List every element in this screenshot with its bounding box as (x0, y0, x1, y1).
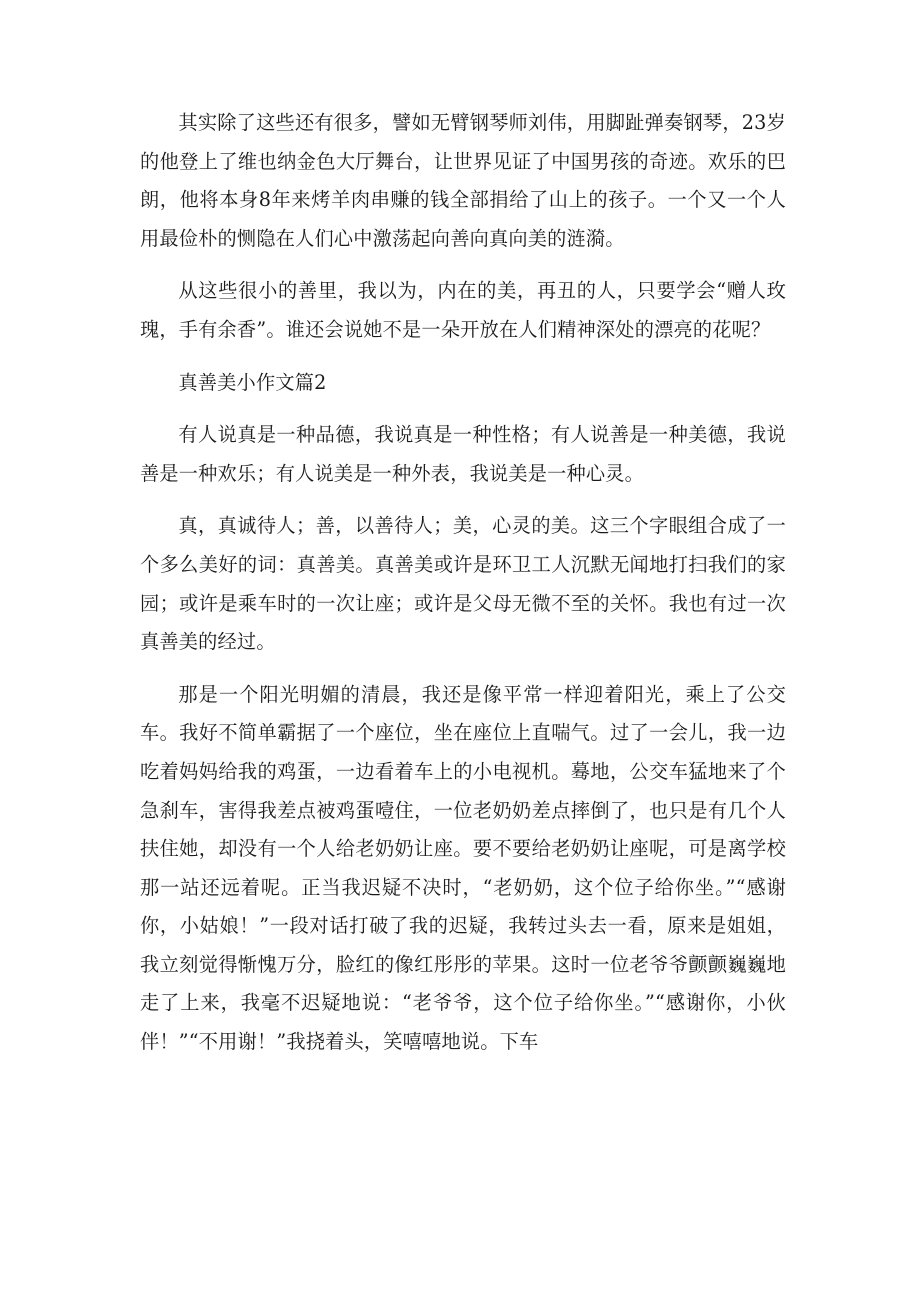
document-body (140, 104, 786, 1062)
paragraph-gap (140, 662, 786, 676)
paragraph-1: 其实除了这些还有很多，譬如无臂钢琴师刘伟，用脚趾弹奏钢琴，23岁的他登上了维也纳金色大厅舞台，让世界见证了中国男孩的奇迹。欢乐的巴朗，他将本身8年来烤羊肉串赚的钱全部捐给了山上的孩子。一个又一个人用最俭朴的恻隐在人们心中激荡起向善向真向美的涟漪。 (140, 111, 786, 250)
paragraph-4: 真，真诚待人；善，以善待人；美，心灵的美。这三个字眼组合成了一个多么美好的词：真善美。真善美或许是环卫工人沉默无闻地打扫我们的家园；或许是乘车时的一次让座；或许是父母无微不至的关怀。我也有过一次真善美的经过。 (140, 514, 786, 654)
paragraph-3: 有人说真是一种品德，我说真是一种性格；有人说善是一种美德，我说善是一种欢乐；有人说美是一种外表，我说美是一种心灵。 (140, 423, 786, 485)
paragraph-5: 那是一个阳光明媚的清晨，我还是像平常一样迎着阳光，乘上了公交车。我好不简单霸据了一个座位，坐在座位上直喘气。过了一会儿，我一边吃着妈妈给我的鸡蛋，一边看着车上的小电视机。蓦地，公交车猛地来了个急刹车，害得我差点被鸡蛋噎住，一位老奶奶差点摔倒了，也只是有几个人扶住她，却没有一个人给老奶奶让座。要不要给老奶奶让座呢，可是离学校那一站还远着呢。正当我迟疑不决时，“老奶奶，这个位子给你坐。”“感谢你，小姑娘！”一段对话打破了我的迟疑，我转过头去一看，原来是姐姐，我立刻觉得惭愧万分，脸红的像红彤彤的苹果。这时一位老爷爷颤颤巍巍地走了上来，我毫不迟疑地说：“老爷爷，这个位子给你坐。”“感谢你，小伙伴！”“不用谢！”我挠着头，笑嘻嘻地说。下车 (140, 682, 786, 1054)
paragraph-gap (140, 402, 786, 416)
paragraph-gap (140, 258, 786, 272)
paragraph-gap (140, 350, 786, 364)
section-heading: 真善美小作文篇2 (178, 370, 327, 394)
paragraph-2: 从这些很小的善里，我以为，内在的美，再丑的人，只要学会“赠人玫瑰，手有余香”。谁还会说她不是一朵开放在人们精神深处的漂亮的花呢？ (140, 279, 786, 341)
paragraph-gap (140, 493, 786, 507)
